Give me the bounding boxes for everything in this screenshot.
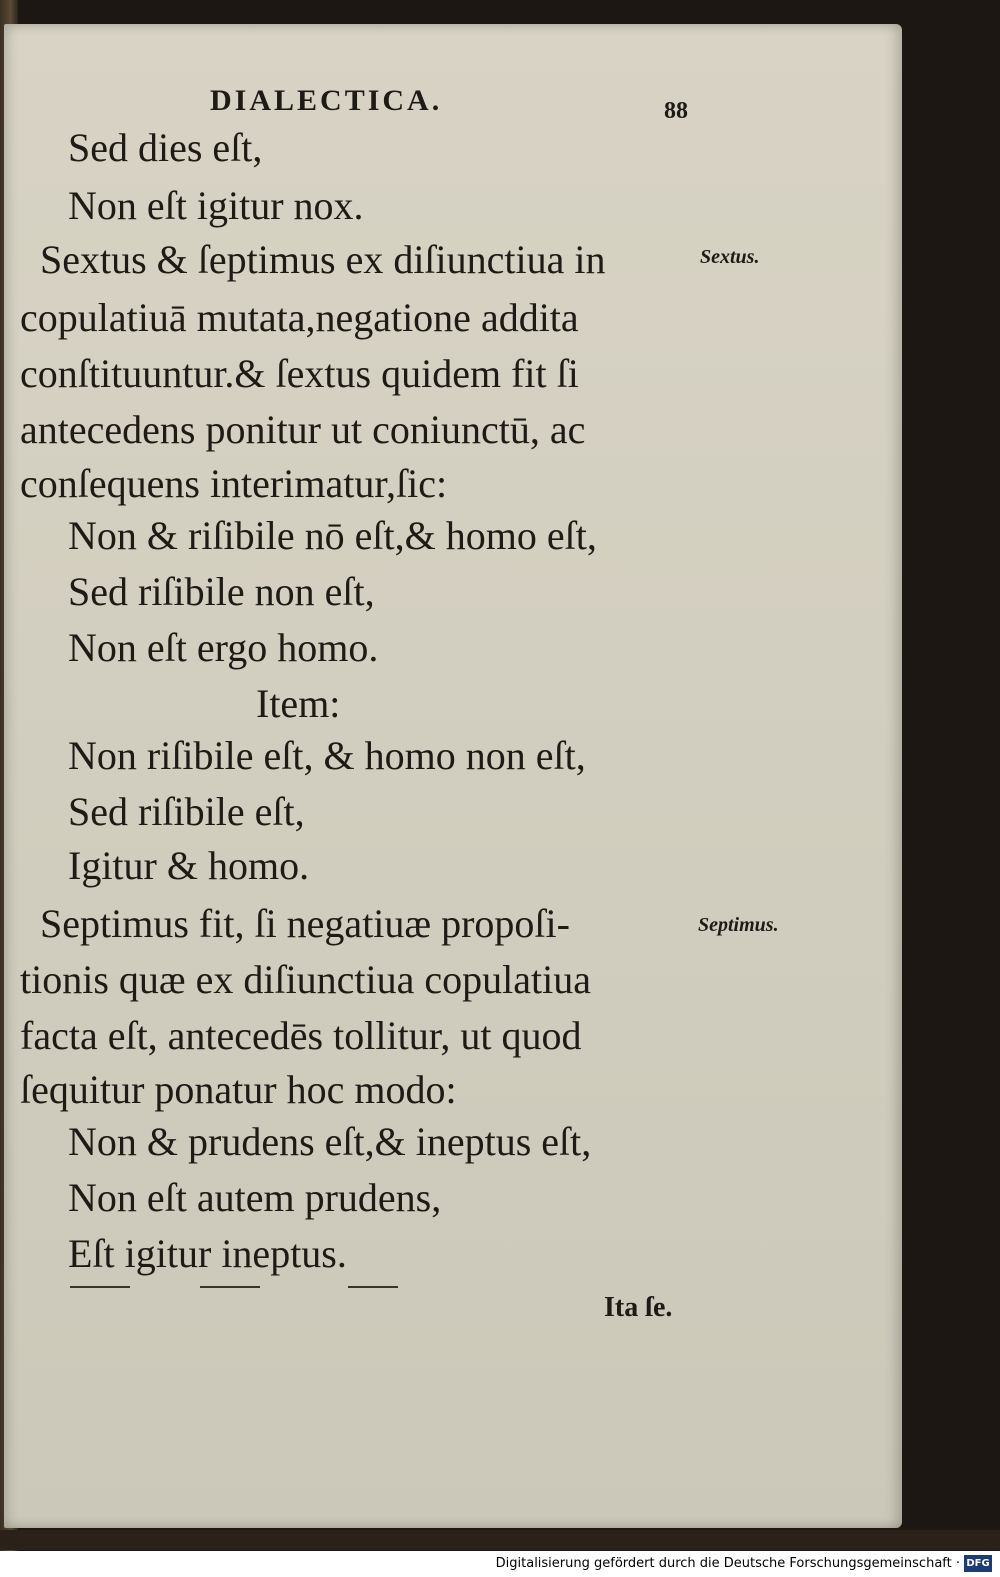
text-line: Septimus fit, ſi negatiuæ propoſi- xyxy=(40,901,570,946)
text-line: Sextus & ſeptimus ex diſiunctiua in xyxy=(40,237,606,282)
text-line: Eſt igitur ineptus. xyxy=(68,1231,347,1276)
text-line: Sed riſibile non eſt, xyxy=(68,569,375,614)
text-line: Non eſt ergo homo. xyxy=(68,625,379,670)
text-line: Igitur & homo. xyxy=(68,843,310,888)
text-line: antecedens ponitur ut coniunctū, ac xyxy=(20,407,586,452)
ink-rule xyxy=(200,1286,260,1288)
running-head: DIALECTICA. xyxy=(210,84,443,117)
text-line: Sed dies eſt, xyxy=(68,125,263,170)
text-line: Non & riſibile nō eſt,& homo eſt, xyxy=(68,513,597,558)
text-line: Non & prudens eſt,& ineptus eſt, xyxy=(68,1119,592,1164)
page-number: 88 xyxy=(664,98,688,124)
text-line: conſtituuntur.& ſextus quidem fit ſi xyxy=(20,351,579,396)
text-line: Non riſibile eſt, & homo non eſt, xyxy=(68,733,586,778)
margin-note-sextus: Sextus. xyxy=(700,246,760,268)
catchword: Ita ſe. xyxy=(604,1292,673,1323)
ink-rule xyxy=(348,1286,398,1288)
text-line: copulatiuā mutata,negatione addita xyxy=(20,295,579,340)
book-bottom-edge xyxy=(0,1530,1000,1550)
text-line: tionis quæ ex diſiunctiua copulatiua xyxy=(20,957,592,1002)
ink-rule xyxy=(70,1286,130,1288)
text-line: Non eſt igitur nox. xyxy=(68,183,364,228)
text-line: Sed riſibile eſt, xyxy=(68,789,305,834)
footer-bar xyxy=(0,1551,1000,1577)
text-line: ſequitur ponatur hoc modo: xyxy=(20,1067,457,1112)
dfg-logo: DFG xyxy=(964,1555,992,1572)
text-line: Non eſt autem prudens, xyxy=(68,1175,442,1220)
text-line: facta eſt, antecedēs tollitur, ut quod xyxy=(20,1013,582,1058)
text-line: Item: xyxy=(256,681,341,726)
text-line: conſequens interimatur,ſic: xyxy=(20,461,448,506)
footer-credit: Digitalisierung gefördert durch die Deutsche Forschungsgemeinschaft · xyxy=(495,1556,960,1571)
margin-note-septimus: Septimus. xyxy=(698,914,779,936)
